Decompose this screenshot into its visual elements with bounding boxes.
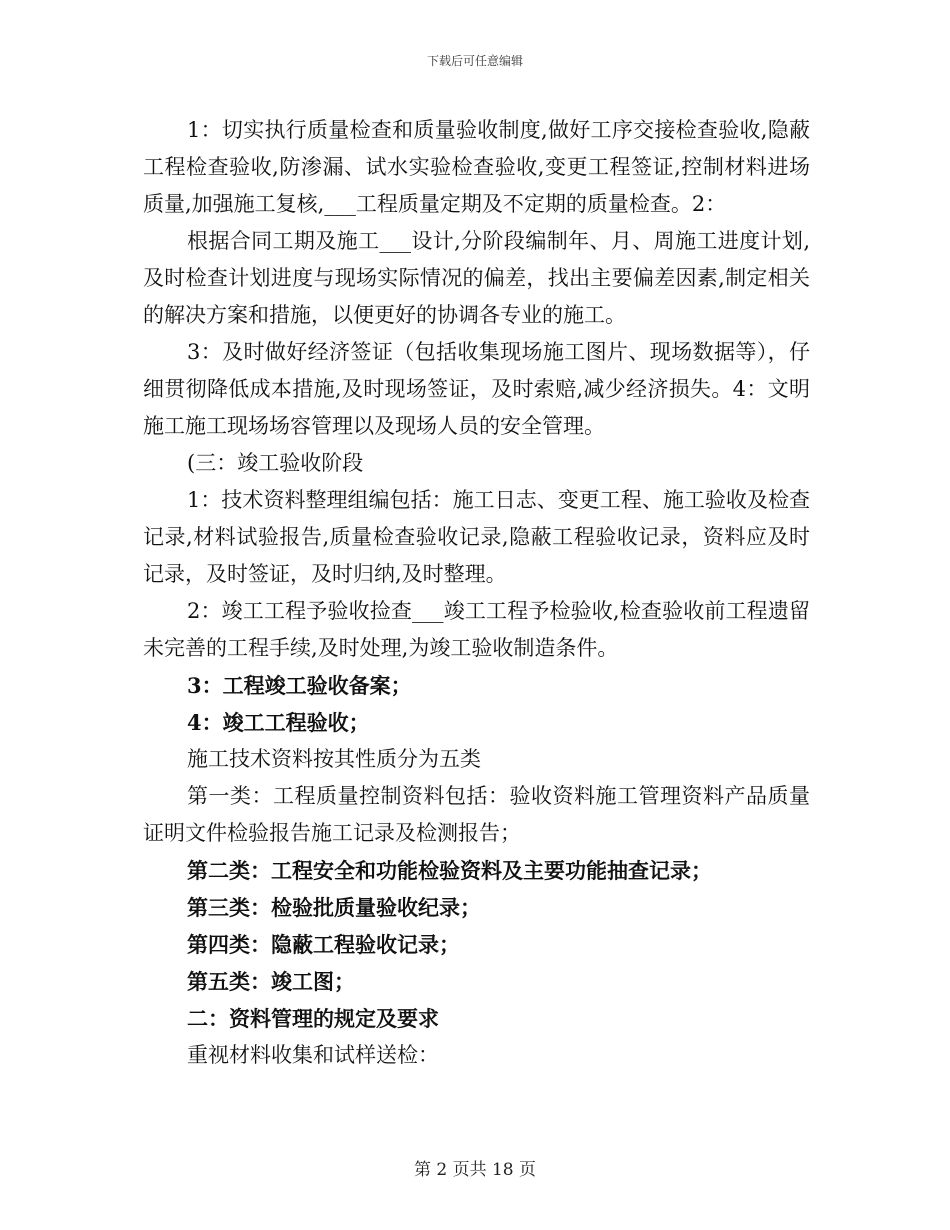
category-three: 第三类：检验批质量验收纪录； xyxy=(187,895,481,920)
paragraph-material-sampling: 重视材料收集和试样送检： xyxy=(187,1043,439,1067)
paragraph-quality-control: 1：切实执行质量检查和质量验收制度,做好工序交接检查验收,隐蔽工程检查验收,防渗漏、试水实验检查验收,变更工程签证,控制材料进场质量,加强施工复核,___工程质量定期及不定期的质量检查。2： xyxy=(143,118,810,216)
section-heading-doc-management: 二：资料管理的规定及要求 xyxy=(187,1006,439,1031)
document-body xyxy=(143,112,810,1074)
paragraph-technical-docs: 1：技术资料整理组编包括：施工日志、变更工程、施工验收及检查记录,材料试验报告,质量检查验收记录,隐蔽工程验收记录，资料应及时记录，及时签证，及时归纳,及时整理。 xyxy=(143,488,810,586)
item-completion-filing: 3：工程竣工验收备案； xyxy=(187,673,412,698)
item-completion-acceptance: 4：竣工工程验收； xyxy=(187,710,370,735)
paragraph-schedule-plan: 根据合同工期及施工___设计,分阶段编制年、月、周施工进度计划,及时检查计划进度与现场实际情况的偏差，找出主要偏差因素,制定相关的解决方案和措施，以便更好的协调各专业的施工。 xyxy=(143,229,810,327)
category-five: 第五类：竣工图； xyxy=(187,969,355,994)
page-header: 下载后可任意编辑 xyxy=(426,54,523,68)
page-footer: 第 2 页共 18 页 xyxy=(413,1160,537,1180)
paragraph-five-categories: 施工技术资料按其性质分为五类 xyxy=(187,747,481,771)
category-one: 第一类：工程质量控制资料包括：验收资料施工管理资料产品质量证明文件检验报告施工记录及检测报告； xyxy=(143,784,810,845)
category-two: 第二类：工程安全和功能检验资料及主要功能抽查记录； xyxy=(187,858,712,883)
section-heading-completion-stage: (三：竣工验收阶段 xyxy=(187,451,364,475)
category-four: 第四类：隐蔽工程验收记录； xyxy=(187,932,460,957)
paragraph-economic-visa: 3：及时做好经济签证（包括收集现场施工图片、现场数据等），仔细贯彻降低成本措施,及时现场签证，及时索赔,减少经济损失。4：文明施工施工现场场容管理以及现场人员的安全管理。 xyxy=(143,340,810,438)
paragraph-pre-acceptance: 2：竣工工程予验收捡查___竣工工程予检验收,检查验收前工程遗留未完善的工程手续,及时处理,为竣工验收制造条件。 xyxy=(143,599,810,660)
